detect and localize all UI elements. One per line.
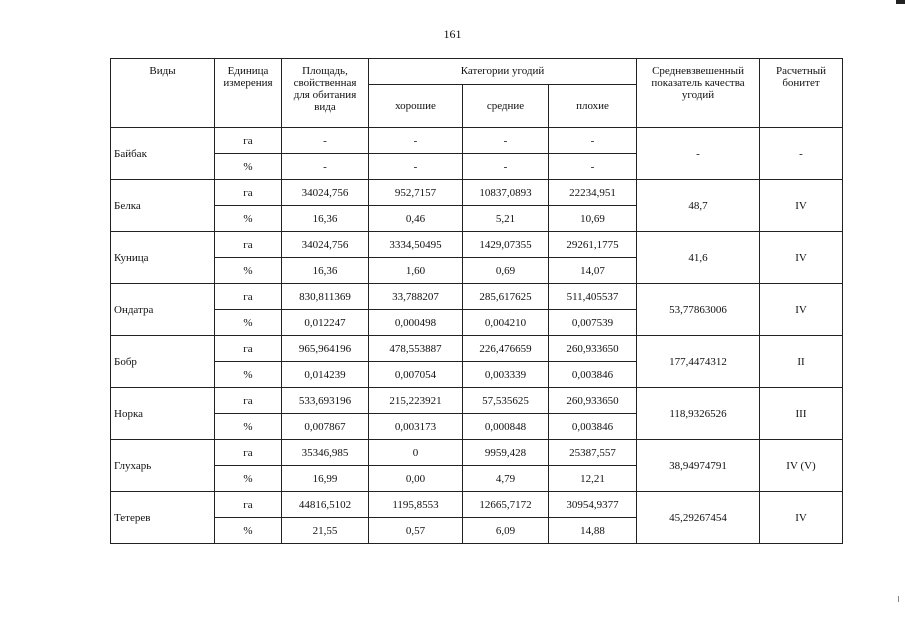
medium-cell: 10837,0893 (463, 180, 549, 206)
poor-cell: 0,003846 (549, 362, 637, 388)
medium-cell: - (463, 154, 549, 180)
unit-cell: га (215, 388, 282, 414)
unit-cell: га (215, 336, 282, 362)
good-cell: 0 (369, 440, 463, 466)
good-cell: 0,00 (369, 466, 463, 492)
medium-cell: 0,69 (463, 258, 549, 284)
unit-cell: га (215, 492, 282, 518)
header-poor: плохие (549, 85, 637, 128)
page-number: 161 (443, 27, 462, 41)
medium-cell: 0,004210 (463, 310, 549, 336)
table-row (111, 440, 843, 466)
good-cell: 952,7157 (369, 180, 463, 206)
species-name: Глухарь (111, 440, 215, 492)
scan-artifact (898, 596, 899, 602)
header-row (111, 59, 843, 85)
medium-cell: 226,476659 (463, 336, 549, 362)
quality-cell: - (637, 128, 760, 180)
unit-cell: % (215, 518, 282, 544)
good-cell: 0,000498 (369, 310, 463, 336)
quality-cell: 45,29267454 (637, 492, 760, 544)
unit-cell: % (215, 258, 282, 284)
area-cell: 16,99 (282, 466, 369, 492)
table-row (111, 232, 843, 258)
medium-cell: 285,617625 (463, 284, 549, 310)
poor-cell: 10,69 (549, 206, 637, 232)
medium-cell: 57,535625 (463, 388, 549, 414)
poor-cell: 260,933650 (549, 336, 637, 362)
area-cell: 830,811369 (282, 284, 369, 310)
good-cell: 0,003173 (369, 414, 463, 440)
poor-cell: 29261,1775 (549, 232, 637, 258)
header-medium: средние (463, 85, 549, 128)
good-cell: 1,60 (369, 258, 463, 284)
species-name: Ондатра (111, 284, 215, 336)
bonitet-cell: - (760, 128, 843, 180)
unit-cell: га (215, 128, 282, 154)
area-cell: 35346,985 (282, 440, 369, 466)
species-name: Куница (111, 232, 215, 284)
poor-cell: 260,933650 (549, 388, 637, 414)
quality-cell: 118,9326526 (637, 388, 760, 440)
area-cell: - (282, 154, 369, 180)
species-name: Белка (111, 180, 215, 232)
area-cell: 965,964196 (282, 336, 369, 362)
poor-cell: 22234,951 (549, 180, 637, 206)
area-cell: 44816,5102 (282, 492, 369, 518)
quality-cell: 177,4474312 (637, 336, 760, 388)
area-cell: - (282, 128, 369, 154)
good-cell: 0,46 (369, 206, 463, 232)
quality-cell: 38,94974791 (637, 440, 760, 492)
table-row (111, 336, 843, 362)
good-cell: 0,57 (369, 518, 463, 544)
unit-cell: % (215, 466, 282, 492)
table-row (111, 180, 843, 206)
area-cell: 34024,756 (282, 232, 369, 258)
medium-cell: 9959,428 (463, 440, 549, 466)
good-cell: 215,223921 (369, 388, 463, 414)
species-name: Бобр (111, 336, 215, 388)
species-name: Норка (111, 388, 215, 440)
good-cell: 3334,50495 (369, 232, 463, 258)
header-bonitet: Расчетный бонитет (760, 59, 843, 128)
medium-cell: 6,09 (463, 518, 549, 544)
area-cell: 16,36 (282, 206, 369, 232)
area-cell: 34024,756 (282, 180, 369, 206)
good-cell: 478,553887 (369, 336, 463, 362)
unit-cell: га (215, 232, 282, 258)
unit-cell: % (215, 206, 282, 232)
medium-cell: 1429,07355 (463, 232, 549, 258)
area-cell: 0,007867 (282, 414, 369, 440)
poor-cell: 511,405537 (549, 284, 637, 310)
quality-cell: 53,77863006 (637, 284, 760, 336)
poor-cell: 25387,557 (549, 440, 637, 466)
unit-cell: га (215, 180, 282, 206)
medium-cell: - (463, 128, 549, 154)
poor-cell: 12,21 (549, 466, 637, 492)
species-name: Тетерев (111, 492, 215, 544)
bonitet-cell: IV (760, 232, 843, 284)
poor-cell: 0,003846 (549, 414, 637, 440)
species-name: Байбак (111, 128, 215, 180)
poor-cell: 30954,9377 (549, 492, 637, 518)
area-cell: 21,55 (282, 518, 369, 544)
bonitet-cell: IV (760, 492, 843, 544)
bonitet-cell: IV (760, 180, 843, 232)
unit-cell: % (215, 310, 282, 336)
table-row (111, 388, 843, 414)
unit-cell: % (215, 154, 282, 180)
medium-cell: 0,003339 (463, 362, 549, 388)
quality-cell: 48,7 (637, 180, 760, 232)
poor-cell: - (549, 154, 637, 180)
medium-cell: 12665,7172 (463, 492, 549, 518)
header-good: хорошие (369, 85, 463, 128)
unit-cell: га (215, 284, 282, 310)
bonitet-cell: III (760, 388, 843, 440)
table-row (111, 492, 843, 518)
habitat-quality-table (110, 58, 843, 544)
table-row (111, 284, 843, 310)
medium-cell: 4,79 (463, 466, 549, 492)
poor-cell: 14,88 (549, 518, 637, 544)
good-cell: 33,788207 (369, 284, 463, 310)
good-cell: - (369, 154, 463, 180)
unit-cell: % (215, 362, 282, 388)
header-categories: Категории угодий (369, 59, 637, 85)
table-row (111, 128, 843, 154)
quality-cell: 41,6 (637, 232, 760, 284)
medium-cell: 0,000848 (463, 414, 549, 440)
poor-cell: 14,07 (549, 258, 637, 284)
good-cell: 0,007054 (369, 362, 463, 388)
header-area: Площадь, свойственная для обитания вида (282, 59, 369, 128)
header-unit: Единица измерения (215, 59, 282, 128)
area-cell: 533,693196 (282, 388, 369, 414)
good-cell: 1195,8553 (369, 492, 463, 518)
bonitet-cell: IV (760, 284, 843, 336)
header-species: Виды (111, 59, 215, 128)
area-cell: 0,012247 (282, 310, 369, 336)
medium-cell: 5,21 (463, 206, 549, 232)
poor-cell: 0,007539 (549, 310, 637, 336)
good-cell: - (369, 128, 463, 154)
bonitet-cell: II (760, 336, 843, 388)
area-cell: 16,36 (282, 258, 369, 284)
poor-cell: - (549, 128, 637, 154)
bonitet-cell: IV (V) (760, 440, 843, 492)
unit-cell: % (215, 414, 282, 440)
area-cell: 0,014239 (282, 362, 369, 388)
scan-corner-mark (896, 0, 905, 4)
header-quality: Средневзвешенный показатель качества угодий (637, 59, 760, 128)
unit-cell: га (215, 440, 282, 466)
